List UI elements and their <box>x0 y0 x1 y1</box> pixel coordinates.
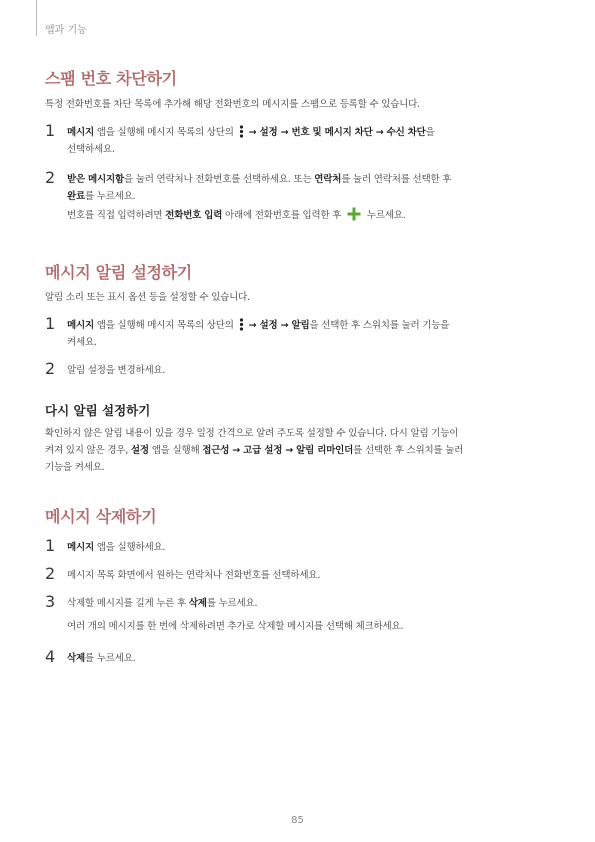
arrow: → <box>282 445 297 456</box>
term-block: 번호 및 메시지 차단 <box>291 127 373 138</box>
text: 를 누르세요. <box>84 191 136 202</box>
text: 를 누르세요. <box>84 653 136 664</box>
text: 삭제할 메시지를 길게 누른 후 <box>67 598 189 609</box>
more-options-icon <box>239 318 244 331</box>
text: 를 누르세요. <box>206 598 258 609</box>
term-delete: 삭제 <box>188 598 207 609</box>
term-advanced: 고급 설정 <box>243 445 283 456</box>
step-number: 1 <box>45 121 56 140</box>
text: 아래에 전화번호를 입력한 후 <box>222 210 345 221</box>
text: 을 <box>425 127 435 138</box>
term-inbox: 받은 메시지함 <box>67 174 124 185</box>
text: 앱을 실행해 메시지 목록의 상단의 <box>93 127 237 138</box>
delete-step-3-extra: 여러 개의 메시지를 한 번에 삭제하려면 추가로 삭제할 메시지를 선택해 체크하세요. <box>67 621 404 632</box>
text: 켜져 있지 않은 경우, <box>45 445 131 456</box>
term-settings: 설정 <box>130 445 149 456</box>
text: 를 눌러 연락처를 선택한 후 <box>341 174 452 185</box>
text: 누르세요. <box>364 210 406 221</box>
term-delete: 삭제 <box>67 653 85 664</box>
step-text: 메시지 목록 화면에서 원하는 연락처나 전화번호를 선택하세요. <box>67 570 321 581</box>
text: 기능을 켜세요. <box>45 462 105 473</box>
term-block-incoming: 수신 차단 <box>386 127 426 138</box>
heading-spam-block: 스팸 번호 차단하기 <box>45 69 177 88</box>
step-text <box>67 595 537 612</box>
text: 앱을 실행해 <box>148 445 203 456</box>
step-number: 1 <box>45 536 56 555</box>
term-messages: 메시지 <box>67 127 94 138</box>
step-text <box>67 650 537 667</box>
term-enter-number: 전화번호 입력 <box>165 210 223 221</box>
heading-reminder: 다시 알림 설정하기 <box>45 403 151 418</box>
term-settings: 설정 <box>259 320 278 331</box>
text: 을 선택한 후 스위치를 눌러 기능을 <box>309 320 450 331</box>
spam-intro: 특정 전화번호를 차단 목록에 추가해 해당 전화번호의 메시지를 스팸으로 등록할 수 있습니다. <box>45 99 420 110</box>
text: 앱을 실행해 메시지 목록의 상단의 <box>93 320 237 331</box>
step-text <box>67 539 537 556</box>
step-text: 알림 설정을 변경하세요. <box>67 365 166 376</box>
term-accessibility: 접근성 <box>202 445 230 456</box>
header-rule <box>36 0 37 36</box>
page-number: 85 <box>291 815 304 826</box>
step-number: 1 <box>45 314 56 333</box>
text: 번호를 직접 입력하려면 <box>67 210 166 221</box>
step-number: 3 <box>45 592 56 611</box>
term-notifications: 알림 <box>291 320 310 331</box>
arrow: → <box>229 445 244 456</box>
step-number: 4 <box>45 647 56 666</box>
term-messages: 메시지 <box>67 542 94 553</box>
term-settings: 설정 <box>259 127 278 138</box>
step-text <box>67 317 537 351</box>
arrow: → <box>372 127 387 138</box>
term-contacts: 연락처 <box>314 174 342 185</box>
alert-intro: 알림 소리 또는 표시 옵션 등을 설정할 수 있습니다. <box>45 292 250 303</box>
add-icon <box>347 207 361 221</box>
step-number: 2 <box>45 564 56 583</box>
term-messages: 메시지 <box>67 320 94 331</box>
arrow: → <box>245 127 260 138</box>
step-number: 2 <box>45 359 56 378</box>
term-done: 완료 <box>67 191 85 202</box>
text: 선택하세요. <box>67 144 115 155</box>
step-text <box>67 171 537 205</box>
spam-step-2-extra <box>67 207 537 224</box>
reminder-body <box>45 425 545 476</box>
text: 확인하지 않은 알림 내용이 있을 경우 일정 간격으로 알려 주도록 설정할 수 있습니다. 다시 알림 기능이 <box>45 428 459 439</box>
running-header: 앱과 기능 <box>45 25 87 36</box>
arrow: → <box>277 320 292 331</box>
arrow: → <box>245 320 260 331</box>
text: 앱을 실행하세요. <box>93 542 166 553</box>
text: 켜세요. <box>67 337 97 348</box>
step-number: 2 <box>45 168 56 187</box>
step-text <box>67 124 537 158</box>
arrow: → <box>277 127 292 138</box>
term-reminder: 알림 리마인더 <box>296 445 354 456</box>
heading-delete: 메시지 삭제하기 <box>45 507 157 526</box>
heading-alert-settings: 메시지 알림 설정하기 <box>45 263 192 282</box>
text: 를 선택한 후 스위치를 눌러 <box>353 445 464 456</box>
more-options-icon <box>239 125 244 138</box>
text: 을 눌러 연락처나 전화번호를 선택하세요. 또는 <box>123 174 315 185</box>
